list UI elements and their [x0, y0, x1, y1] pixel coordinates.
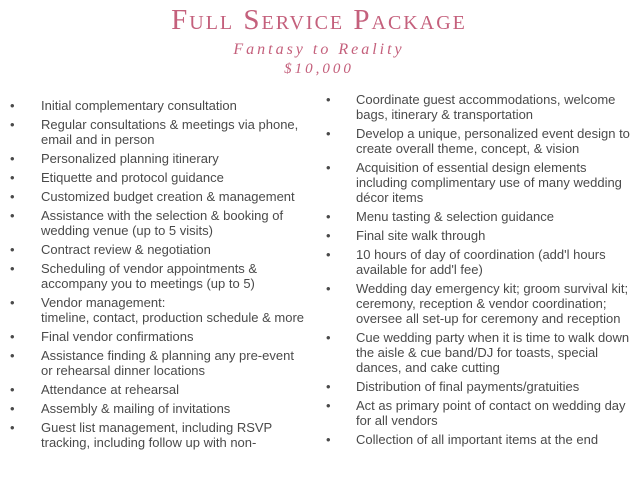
right-service-list: [326, 92, 632, 451]
bullet-icon: •: [326, 398, 331, 413]
service-item-text: Distribution of final payments/gratuities: [356, 379, 580, 394]
service-list-item: [10, 242, 308, 257]
bullet-icon: •: [10, 401, 15, 416]
service-list-item: [10, 208, 308, 238]
service-item-text: Initial complementary consultation: [41, 98, 237, 113]
service-item-text: 10 hours of day of coordination (add'l hours available for add'l fee): [356, 247, 606, 277]
bullet-icon: •: [326, 432, 331, 447]
service-list-item: [10, 117, 308, 147]
service-item-text: Contract review & negotiation: [41, 242, 211, 257]
service-item-text: Assistance finding & planning any pre-event or rehearsal dinner locations: [41, 348, 294, 378]
service-list-item: [326, 379, 632, 394]
bullet-icon: •: [10, 382, 15, 397]
service-item-text: Develop a unique, personalized event design to create overall theme, concept, & vision: [356, 126, 630, 156]
bullet-icon: •: [10, 117, 15, 132]
service-list-item: [10, 261, 308, 291]
service-list-item: [326, 281, 632, 326]
package-price: $10,000: [284, 61, 354, 77]
bullet-icon: •: [10, 348, 15, 363]
service-item-text: Guest list management, including RSVP tracking, including follow up with non-: [41, 420, 272, 450]
service-list-item: [326, 209, 632, 224]
bullet-icon: •: [10, 189, 15, 204]
service-list-item: [10, 98, 308, 113]
service-item-text: Personalized planning itinerary: [41, 151, 219, 166]
service-item-text: Cue wedding party when it is time to walk down the aisle & cue band/DJ for toasts, special dances, and cake cutting: [356, 330, 630, 375]
service-item-text: Scheduling of vendor appointments & accompany you to meetings (up to 5): [41, 261, 258, 291]
bullet-icon: •: [326, 247, 331, 262]
service-item-text: Vendor management: timeline, contact, production schedule & more: [41, 295, 305, 325]
bullet-icon: •: [10, 208, 15, 223]
bullet-icon: •: [10, 151, 15, 166]
bullet-icon: •: [326, 379, 331, 394]
service-list-item: [326, 330, 632, 375]
bullet-icon: •: [326, 330, 331, 345]
service-list-item: [326, 247, 632, 277]
bullet-icon: •: [10, 329, 15, 344]
service-list-item: [10, 189, 308, 204]
service-item-text: Acquisition of essential design elements including complimentary use of many wedding décor items: [356, 160, 622, 205]
bullet-icon: •: [10, 261, 15, 276]
service-item-text: Customized budget creation & management: [41, 189, 295, 204]
bullet-icon: •: [326, 126, 331, 141]
package-subtitle: Fantasy to Reality: [233, 41, 405, 58]
service-item-text: Menu tasting & selection guidance: [356, 209, 555, 224]
service-item-text: Collection of all important items at the end: [356, 432, 599, 447]
service-item-text: Wedding day emergency kit; groom survival kit; ceremony, reception & vendor coordination; oversee all set-up for ceremony and reception: [356, 281, 629, 326]
bullet-icon: •: [10, 170, 15, 185]
bullet-icon: •: [326, 209, 331, 224]
service-item-text: Assistance with the selection & booking of wedding venue (up to 5 visits): [41, 208, 284, 238]
service-list-item: [10, 329, 308, 344]
bullet-icon: •: [10, 98, 15, 113]
bullet-icon: •: [326, 92, 331, 107]
service-list-item: [326, 228, 632, 243]
left-service-list: [10, 98, 308, 454]
service-list-item: [10, 348, 308, 378]
service-item-text: Final site walk through: [356, 228, 486, 243]
service-list-item: [326, 126, 632, 156]
service-item-text: Attendance at rehearsal: [41, 382, 180, 397]
service-list-item: [10, 382, 308, 397]
package-title: Full Service Package: [171, 4, 467, 36]
service-list-item: [10, 295, 308, 325]
bullet-icon: •: [326, 160, 331, 175]
service-list-item: [326, 92, 632, 122]
service-list-item: [10, 420, 308, 450]
bullet-icon: •: [326, 281, 331, 296]
service-list-item: [10, 151, 308, 166]
service-item-text: Etiquette and protocol guidance: [41, 170, 224, 185]
service-item-text: Assembly & mailing of invitations: [41, 401, 231, 416]
service-list-item: [326, 160, 632, 205]
bullet-icon: •: [10, 242, 15, 257]
service-item-text: Act as primary point of contact on wedding day for all vendors: [356, 398, 626, 428]
service-list-item: [326, 432, 632, 447]
service-list-item: [326, 398, 632, 428]
service-item-text: Coordinate guest accommodations, welcome bags, itinerary & transportation: [356, 92, 616, 122]
bullet-icon: •: [326, 228, 331, 243]
service-list-item: [10, 170, 308, 185]
bullet-icon: •: [10, 420, 15, 435]
service-list-item: [10, 401, 308, 416]
service-item-text: Regular consultations & meetings via phone, email and in person: [41, 117, 299, 147]
bullet-icon: •: [10, 295, 15, 310]
service-item-text: Final vendor confirmations: [41, 329, 194, 344]
